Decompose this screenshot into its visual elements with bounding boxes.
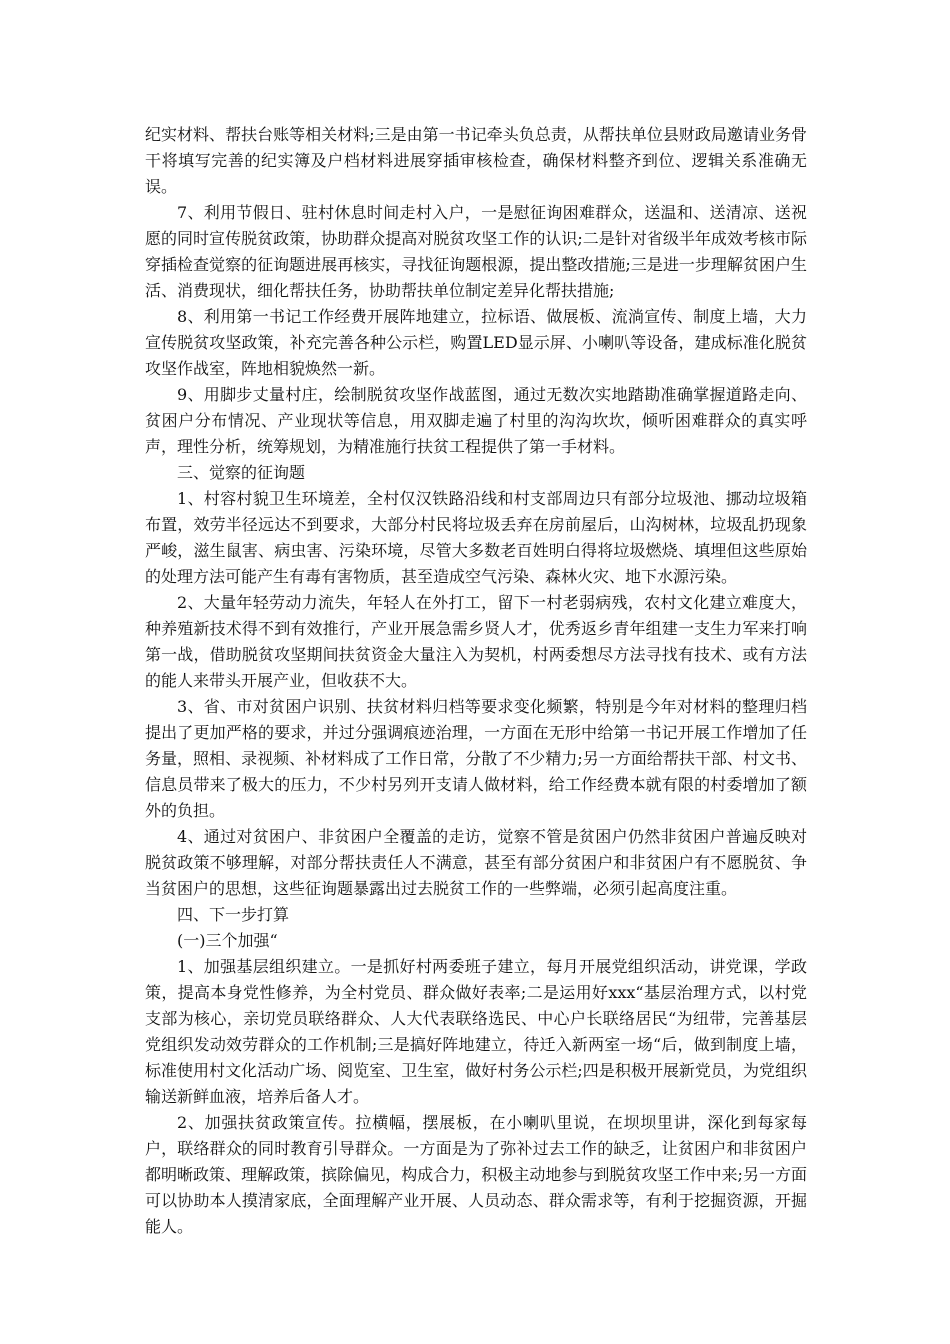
subsection-heading-three-strengthens: (一)三个加强“: [177, 931, 278, 950]
section-heading-next-steps: 四、下一步打算: [177, 905, 290, 924]
document-page: [145, 122, 807, 1240]
paragraph-plan-1: 1、加强基层组织建立。一是抓好村两委班子建立，每月开展党组织活动，讲党课，学政策，提高本身党性修养，为全村党员、群众做好表率;二是运用好xxx“基层治理方式，以村党支部为核心，亲切党员联络群众、人大代表联络选民、中心户长联络居民“为纽带，完善基层党组织发动效劳群众的工作机制;三是搞好阵地建立，待迁入新两室一场“后，做到制度上墙，标准使用村文化活动广场、阅览室、卫生室，做好村务公示栏;四是积极开展新党员，为党组织输送新鲜血液，培养后备人才。: [145, 957, 807, 1106]
paragraph-item-8: 8、利用第一书记工作经费开展阵地建立，拉标语、做展板、流淌宣传、制度上墙，大力宣传脱贫攻坚政策，补充完善各种公示栏，购置LED显示屏、小喇叭等设备，建成标准化脱贫攻坚作战室，阵地相貌焕然一新。: [145, 307, 807, 378]
paragraph-problem-3: 3、省、市对贫困户识别、扶贫材料归档等要求变化频繁，特别是今年对材料的整理归档提出了更加严格的要求，并过分强调痕迹治理，一方面在无形中给第一书记开展工作增加了任务量，照相、录视频、补材料成了工作日常，分散了不少精力;另一方面给帮扶干部、村文书、信息员带来了极大的压力，不少村另列开支请人做材料，给工作经费本就有限的村委增加了额外的负担。: [145, 697, 807, 820]
paragraph-problem-1: 1、村容村貌卫生环境差，全村仅汉铁路沿线和村支部周边只有部分垃圾池、挪动垃圾箱布置，效劳半径远达不到要求，大部分村民将垃圾丢弃在房前屋后，山沟树林，垃圾乱扔现象严峻，滋生鼠害、病虫害、污染环境，尽管大多数老百姓明白得将垃圾燃烧、填埋但这些原始的处理方法可能产生有毒有害物质，甚至造成空气污染、森林火灾、地下水源污染。: [145, 489, 807, 586]
paragraph-item-7: 7、利用节假日、驻村休息时间走村入户，一是慰征询困难群众，送温和、送清凉、送祝愿的同时宣传脱贫政策，协助群众提高对脱贫攻坚工作的认识;二是针对省级半年成效考核市际穿插检查觉察的征询题进展再核实，寻找征询题根源，提出整改措施;三是进一步理解贫困户生活、消费现状，细化帮扶任务，协助帮扶单位制定差异化帮扶措施;: [145, 203, 807, 300]
section-heading-problems: 三、觉察的征询题: [177, 463, 306, 482]
paragraph-plan-2: 2、加强扶贫政策宣传。拉横幅，摆展板，在小喇叭里说，在坝坝里讲，深化到每家每户，联络群众的同时教育引导群众。一方面是为了弥补过去工作的缺乏，让贫困户和非贫困户都明晰政策、理解政策，摈除偏见，构成合力，积极主动地参与到脱贫攻坚工作中来;另一方面可以协助本人摸清家底，全面理解产业开展、人员动态、群众需求等，有利于挖掘资源，开掘能人。: [145, 1113, 807, 1236]
paragraph-item-9: 9、用脚步丈量村庄，绘制脱贫攻坚作战蓝图，通过无数次实地踏勘准确掌握道路走向、贫困户分布情况、产业现状等信息，用双脚走遍了村里的沟沟坎坎，倾听困难群众的真实呼声，理性分析，统筹规划，为精准施行扶贫工程提供了第一手材料。: [145, 385, 807, 456]
paragraph-problem-4: 4、通过对贫困户、非贫困户全覆盖的走访，觉察不管是贫困户仍然非贫困户普遍反映对脱贫政策不够理解，对部分帮扶责任人不满意，甚至有部分贫困户和非贫困户有不愿脱贫、争当贫困户的思想，这些征询题暴露出过去脱贫工作的一些弊端，必须引起高度注重。: [145, 827, 807, 898]
paragraph-problem-2: 2、大量年轻劳动力流失，年轻人在外打工，留下一村老弱病残，农村文化建立难度大，种养殖新技术得不到有效推行，产业开展急需乡贤人才，优秀返乡青年组建一支生力军来打响第一战，借助脱贫攻坚期间扶贫资金大量注入为契机，村两委想尽方法寻找有技术、或有方法的能人来带头开展产业，但收获不大。: [145, 593, 807, 690]
paragraph-continuation: 纪实材料、帮扶台账等相关材料;三是由第一书记牵头负总责，从帮扶单位县财政局邀请业务骨干将填写完善的纪实簿及户档材料进展穿插审核检查，确保材料整齐到位、逻辑关系准确无误。: [145, 125, 807, 196]
